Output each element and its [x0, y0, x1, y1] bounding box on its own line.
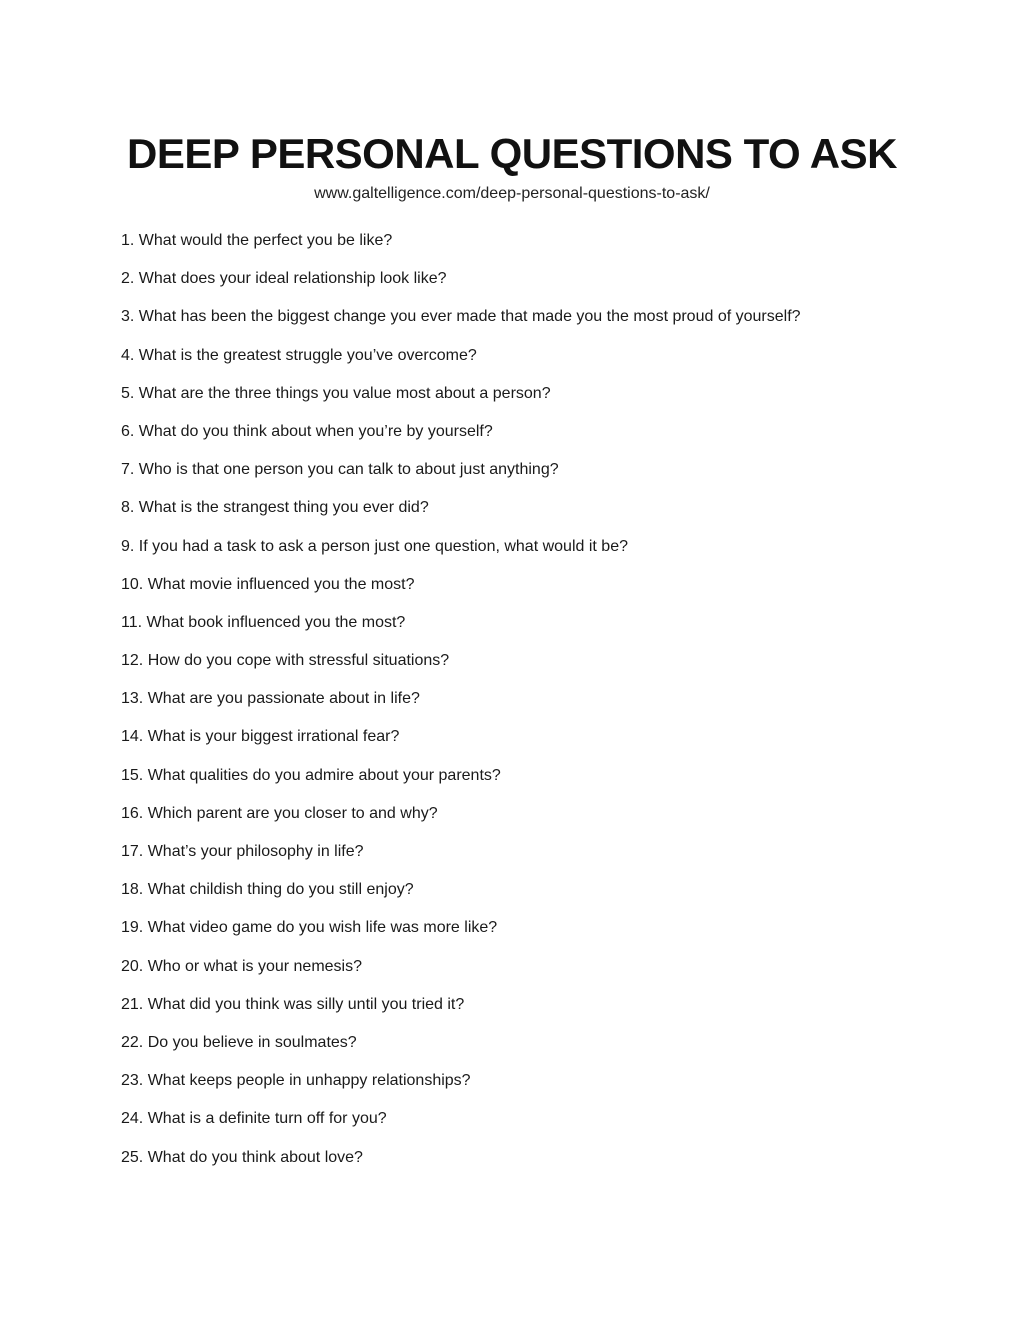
question-item: 25. What do you think about love?	[121, 1148, 363, 1166]
question-item: 14. What is your biggest irrational fear?	[121, 728, 400, 746]
source-url: www.galtelligence.com/deep-personal-questions-to-ask/	[314, 185, 710, 202]
question-item: 6. What do you think about when you’re by yourself?	[121, 422, 493, 440]
question-item: 10. What movie influenced you the most?	[121, 575, 415, 593]
question-item: 16. Which parent are you closer to and why?	[121, 804, 438, 822]
question-item: 21. What did you think was silly until you tried it?	[121, 995, 465, 1013]
question-item: 13. What are you passionate about in life?	[121, 690, 420, 708]
question-item: 15. What qualities do you admire about your parents?	[121, 766, 501, 784]
question-item: 18. What childish thing do you still enjoy?	[121, 881, 414, 899]
question-item: 22. Do you believe in soulmates?	[121, 1033, 357, 1051]
question-item: 12. How do you cope with stressful situations?	[121, 652, 450, 670]
question-item: 3. What has been the biggest change you ever made that made you the most proud of yourself?	[121, 308, 801, 326]
question-item: 11. What book influenced you the most?	[121, 613, 406, 631]
question-item: 4. What is the greatest struggle you’ve overcome?	[121, 346, 477, 364]
question-item: 2. What does your ideal relationship look like?	[121, 270, 447, 288]
question-item: 5. What are the three things you value most about a person?	[121, 384, 551, 402]
question-item: 17. What’s your philosophy in life?	[121, 843, 364, 860]
question-list	[121, 230, 981, 1185]
question-item: 9. If you had a task to ask a person just one question, what would it be?	[121, 537, 628, 555]
question-item: 24. What is a definite turn off for you?	[121, 1110, 387, 1128]
question-item: 23. What keeps people in unhappy relationships?	[121, 1072, 471, 1090]
question-item: 8. What is the strangest thing you ever did?	[121, 499, 429, 517]
question-item: 19. What video game do you wish life was more like?	[121, 919, 498, 937]
question-item: 20. Who or what is your nemesis?	[121, 957, 362, 975]
question-item: 1. What would the perfect you be like?	[121, 232, 393, 249]
page-title: DEEP PERSONAL QUESTIONS TO ASK	[127, 130, 897, 177]
question-item: 7. Who is that one person you can talk to about just anything?	[121, 461, 559, 479]
